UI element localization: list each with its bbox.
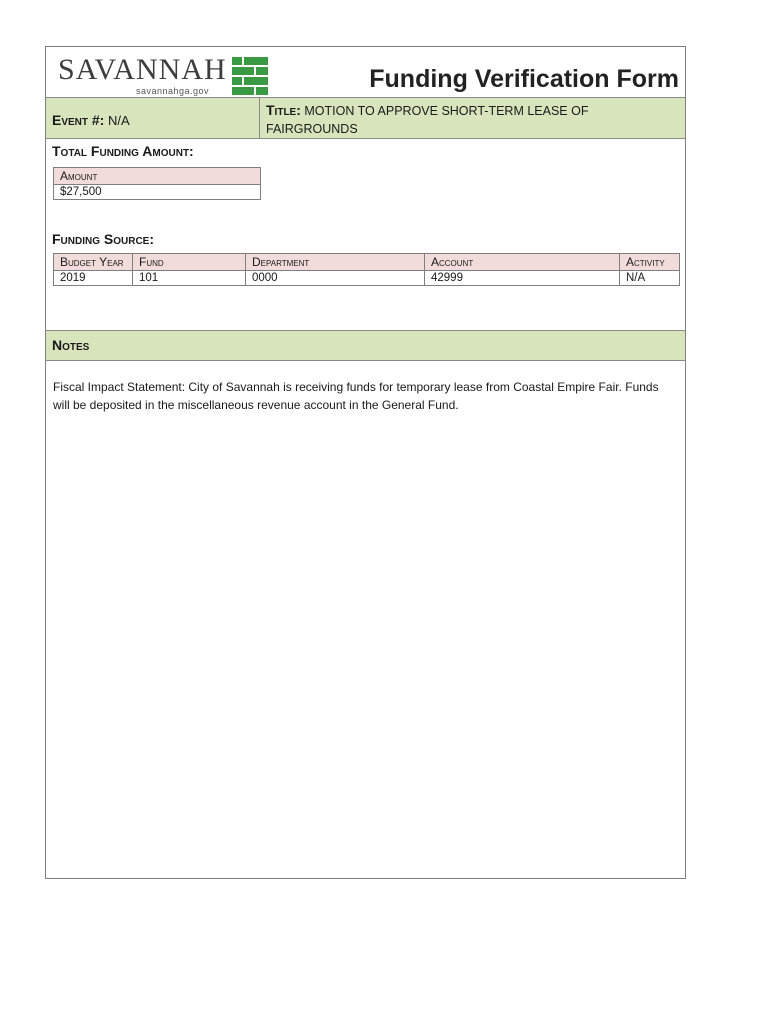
title-value: MOTION TO APPROVE SHORT-TERM LEASE OF FAIRGROUNDS xyxy=(266,104,589,136)
title-label: Title: xyxy=(266,102,301,118)
logo-url: savannahga.gov xyxy=(136,86,210,96)
notes-band xyxy=(46,330,685,361)
cell-fund: 101 xyxy=(133,271,246,286)
amount-value: $27,500 xyxy=(54,185,261,200)
form-title: Funding Verification Form xyxy=(369,65,679,93)
city-square-grid-icon xyxy=(232,57,268,95)
amount-column-header: Amount xyxy=(54,168,261,185)
table-row xyxy=(54,271,680,286)
event-title-band xyxy=(46,97,685,139)
amount-table xyxy=(53,167,261,200)
funding-source-label: Funding Source: xyxy=(52,231,154,247)
band-divider xyxy=(259,98,260,138)
cell-department: 0000 xyxy=(246,271,425,286)
column-header-account: Account xyxy=(425,254,620,271)
cell-budget-year: 2019 xyxy=(54,271,133,286)
notes-text: Fiscal Impact Statement: City of Savannah is receiving funds for temporary lease from Coastal Empire Fair. Funds will be deposited in the miscellaneous revenue account in the General Fund. xyxy=(53,380,659,412)
event-value: N/A xyxy=(107,113,130,128)
savannah-logo xyxy=(58,53,268,99)
logo-wordmark: SAVANNAH xyxy=(58,53,227,86)
cell-account: 42999 xyxy=(425,271,620,286)
title-field xyxy=(266,101,676,138)
notes-label: Notes xyxy=(52,337,90,353)
funding-source-table xyxy=(53,253,680,286)
event-field xyxy=(52,112,130,128)
column-header-department: Department xyxy=(246,254,425,271)
column-header-activity: Activity xyxy=(620,254,680,271)
total-funding-label: Total Funding Amount: xyxy=(52,143,194,159)
cell-activity: N/A xyxy=(620,271,680,286)
event-label: Event #: xyxy=(52,112,105,128)
funding-verification-form xyxy=(45,46,686,879)
column-header-budget-year: Budget Year xyxy=(54,254,133,271)
column-header-fund: Fund xyxy=(133,254,246,271)
